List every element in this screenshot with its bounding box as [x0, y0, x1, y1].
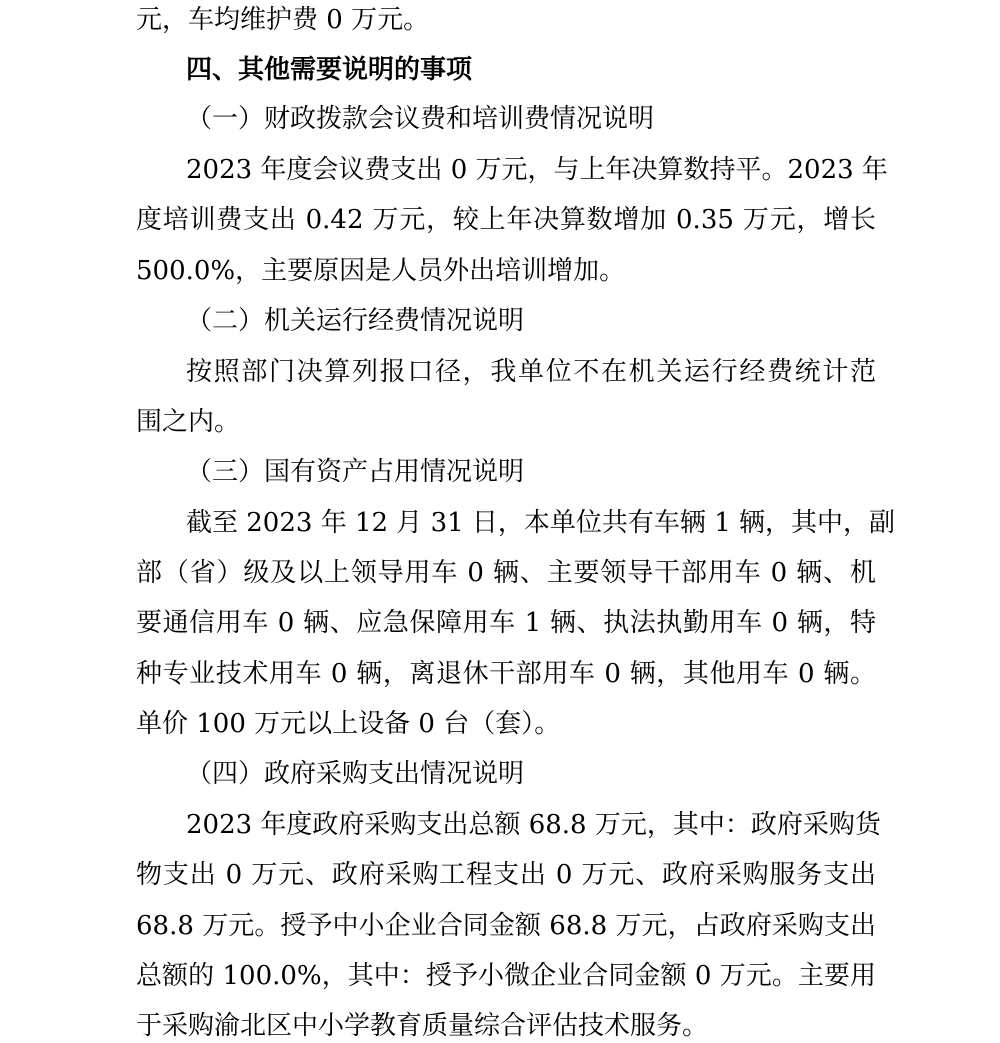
- paragraph-line: 2023 年度会议费支出 0 万元，与上年决算数持平。2023 年: [186, 155, 888, 185]
- paragraph-line: 于采购渝北区中小学教育质量综合评估技术服务。: [136, 1011, 709, 1041]
- paragraph-line: 围之内。: [136, 407, 241, 437]
- paragraph-line: 截至 2023 年 12 月 31 日，本单位共有车辆 1 辆，其中，副: [186, 508, 895, 538]
- paragraph-line: 500.0%，主要原因是人员外出培训增加。: [136, 256, 626, 286]
- section-heading: 四、其他需要说明的事项: [186, 55, 473, 85]
- paragraph-line: 物支出 0 万元、政府采购工程支出 0 万元、政府采购服务支出: [136, 860, 876, 890]
- paragraph-line: 按照部门决算列报口径，我单位不在机关运行经费统计范: [186, 357, 876, 387]
- subsection-heading: （三）国有资产占用情况说明: [186, 457, 525, 487]
- subsection-heading: （四）政府采购支出情况说明: [186, 759, 525, 789]
- paragraph-line: 2023 年度政府采购支出总额 68.8 万元，其中：政府采购货: [186, 810, 881, 840]
- subsection-heading: （二）机关运行经费情况说明: [186, 306, 525, 336]
- paragraph-line: 总额的 100.0%，其中：授予小微企业合同金额 0 万元。主要用: [136, 961, 876, 991]
- paragraph-line: 部（省）级及以上领导用车 0 辆、主要领导干部用车 0 辆、机: [136, 558, 876, 588]
- paragraph-line: 元，车均维护费 0 万元。: [136, 5, 430, 35]
- paragraph-line: 68.8 万元。授予中小企业合同金额 68.8 万元，占政府采购支出: [136, 911, 876, 941]
- paragraph-line: 种专业技术用车 0 辆，离退休干部用车 0 辆，其他用车 0 辆。: [136, 659, 876, 689]
- subsection-heading: （一）财政拨款会议费和培训费情况说明: [186, 104, 655, 134]
- paragraph-line: 单价 100 万元以上设备 0 台（套）。: [136, 709, 561, 739]
- paragraph-line: 要通信用车 0 辆、应急保障用车 1 辆、执法执勤用车 0 辆，特: [136, 608, 876, 638]
- paragraph-line: 度培训费支出 0.42 万元，较上年决算数增加 0.35 万元，增长: [136, 205, 876, 235]
